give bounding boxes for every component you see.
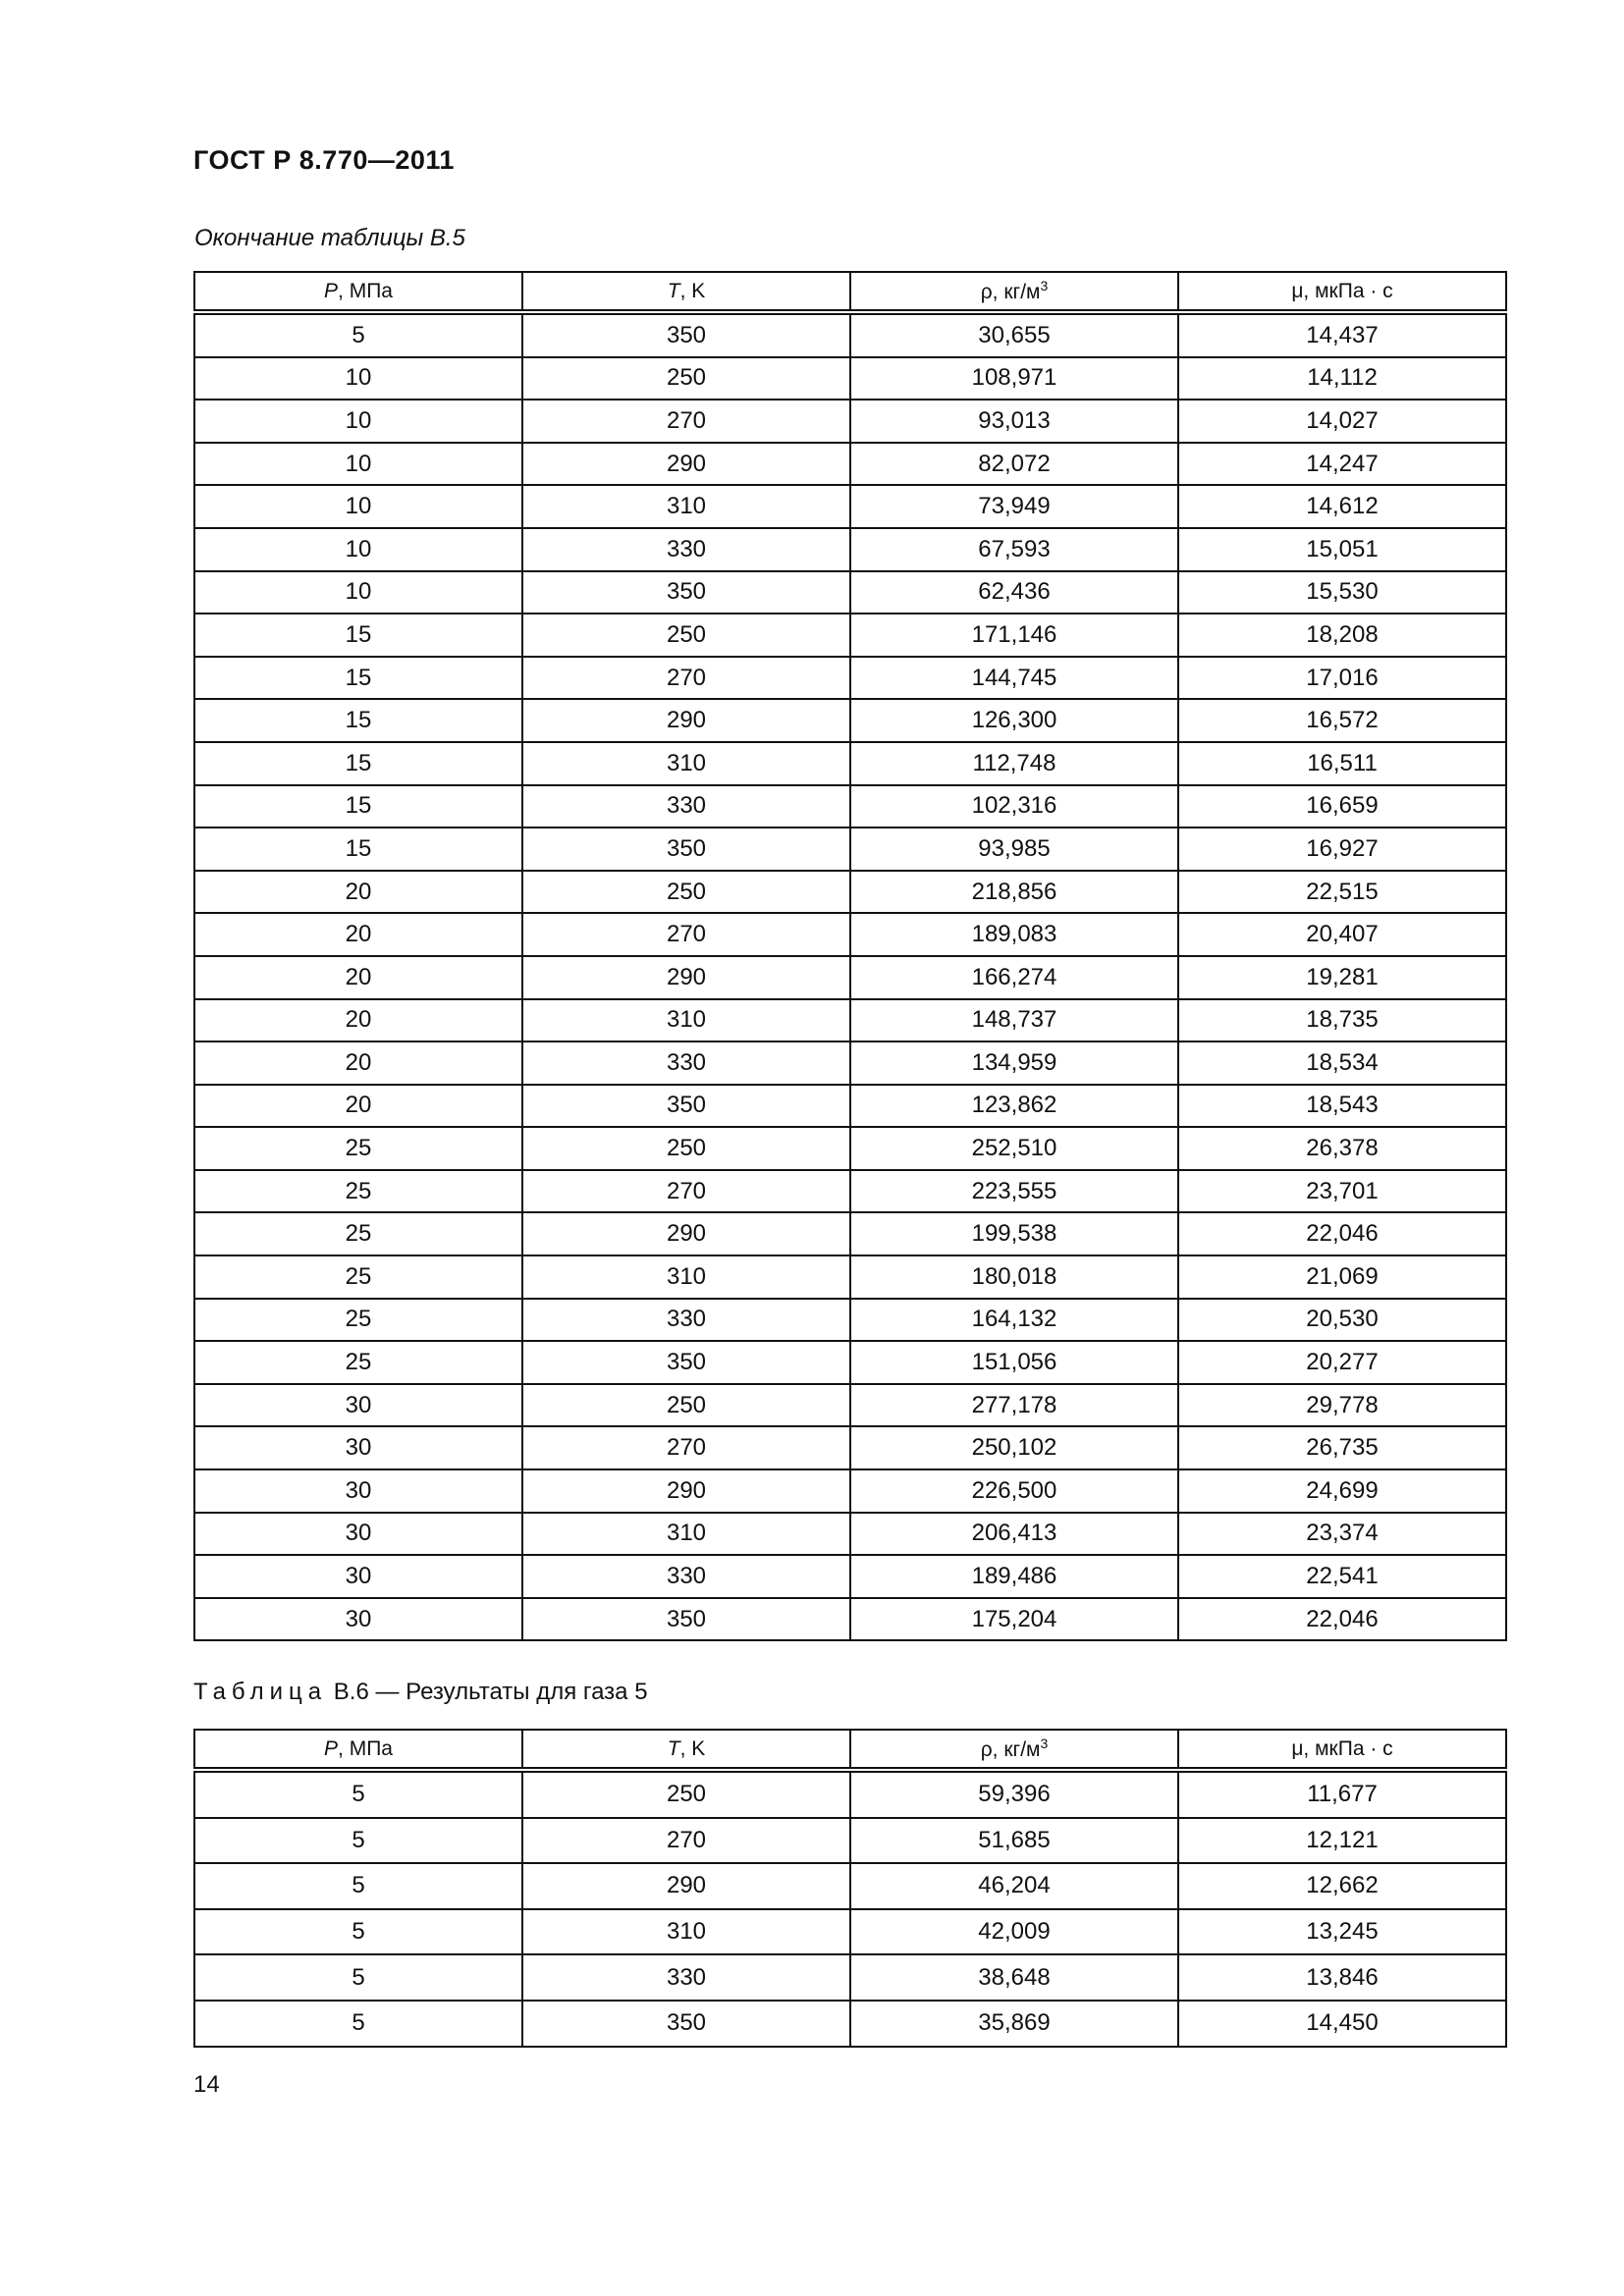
cell-viscosity: 14,450	[1178, 2001, 1506, 2047]
cell-pressure: 30	[194, 1426, 522, 1469]
cell-viscosity: 13,245	[1178, 1909, 1506, 1955]
cell-pressure: 15	[194, 614, 522, 657]
cell-density: 189,486	[850, 1555, 1178, 1598]
cell-temperature: 330	[522, 1299, 850, 1342]
cell-temperature: 350	[522, 1341, 850, 1384]
cell-temperature: 290	[522, 1212, 850, 1255]
cell-pressure: 10	[194, 400, 522, 443]
cell-temperature: 310	[522, 1513, 850, 1556]
table-row	[194, 1426, 1506, 1469]
table-row	[194, 1341, 1506, 1384]
cell-viscosity: 16,511	[1178, 742, 1506, 785]
cell-pressure: 25	[194, 1299, 522, 1342]
cell-viscosity: 29,778	[1178, 1384, 1506, 1427]
table-b5	[193, 271, 1507, 1641]
cell-pressure: 10	[194, 571, 522, 614]
table-row	[194, 657, 1506, 700]
table-row	[194, 1127, 1506, 1170]
cell-density: 199,538	[850, 1212, 1178, 1255]
table-row	[194, 1085, 1506, 1128]
cell-pressure: 5	[194, 2001, 522, 2047]
cell-viscosity: 16,572	[1178, 699, 1506, 742]
cell-temperature: 330	[522, 1041, 850, 1085]
cell-pressure: 10	[194, 443, 522, 486]
cell-pressure: 30	[194, 1555, 522, 1598]
table-row	[194, 742, 1506, 785]
cell-viscosity: 21,069	[1178, 1255, 1506, 1299]
cell-temperature: 310	[522, 485, 850, 528]
cell-pressure: 5	[194, 1954, 522, 2001]
header-pressure: P, МПа	[194, 1730, 522, 1770]
cell-density: 171,146	[850, 614, 1178, 657]
document-header: ГОСТ Р 8.770—2011	[193, 145, 455, 175]
cell-temperature: 330	[522, 1954, 850, 2001]
table-row	[194, 312, 1506, 357]
cell-viscosity: 22,515	[1178, 871, 1506, 914]
table-row	[194, 1818, 1506, 1864]
cell-pressure: 20	[194, 913, 522, 956]
table-row	[194, 1513, 1506, 1556]
header-viscosity: μ, мкПа · с	[1178, 272, 1506, 312]
cell-density: 93,985	[850, 828, 1178, 871]
cell-density: 126,300	[850, 699, 1178, 742]
cell-temperature: 270	[522, 1426, 850, 1469]
cell-viscosity: 13,846	[1178, 1954, 1506, 2001]
table-row	[194, 1909, 1506, 1955]
cell-viscosity: 12,662	[1178, 1863, 1506, 1909]
cell-viscosity: 24,699	[1178, 1469, 1506, 1513]
cell-temperature: 250	[522, 1127, 850, 1170]
cell-pressure: 20	[194, 1041, 522, 1085]
cell-density: 30,655	[850, 312, 1178, 357]
table-row	[194, 571, 1506, 614]
cell-temperature: 270	[522, 913, 850, 956]
cell-temperature: 330	[522, 785, 850, 828]
cell-pressure: 20	[194, 871, 522, 914]
cell-density: 93,013	[850, 400, 1178, 443]
cell-viscosity: 20,407	[1178, 913, 1506, 956]
cell-pressure: 15	[194, 742, 522, 785]
table-row	[194, 357, 1506, 400]
cell-density: 223,555	[850, 1170, 1178, 1213]
cell-temperature: 350	[522, 2001, 850, 2047]
cell-density: 226,500	[850, 1469, 1178, 1513]
cell-viscosity: 20,277	[1178, 1341, 1506, 1384]
cell-pressure: 30	[194, 1513, 522, 1556]
cell-temperature: 350	[522, 571, 850, 614]
cell-temperature: 290	[522, 1469, 850, 1513]
cell-temperature: 330	[522, 528, 850, 571]
cell-temperature: 330	[522, 1555, 850, 1598]
cell-viscosity: 11,677	[1178, 1770, 1506, 1818]
cell-pressure: 15	[194, 657, 522, 700]
cell-pressure: 5	[194, 1863, 522, 1909]
cell-density: 102,316	[850, 785, 1178, 828]
cell-viscosity: 18,208	[1178, 614, 1506, 657]
cell-temperature: 350	[522, 1085, 850, 1128]
cell-temperature: 310	[522, 742, 850, 785]
table-row	[194, 785, 1506, 828]
cell-density: 148,737	[850, 999, 1178, 1042]
cell-density: 35,869	[850, 2001, 1178, 2047]
table-b5-caption: Окончание таблицы В.5	[194, 225, 465, 251]
cell-viscosity: 16,659	[1178, 785, 1506, 828]
table-row	[194, 2001, 1506, 2047]
cell-viscosity: 19,281	[1178, 956, 1506, 999]
cell-temperature: 290	[522, 443, 850, 486]
table-row	[194, 1299, 1506, 1342]
cell-pressure: 5	[194, 312, 522, 357]
header-density: ρ, $кг/м^3$	[850, 1730, 1178, 1770]
table-row	[194, 528, 1506, 571]
table-row	[194, 1212, 1506, 1255]
table-row	[194, 1863, 1506, 1909]
cell-viscosity: 17,016	[1178, 657, 1506, 700]
cell-viscosity: 23,374	[1178, 1513, 1506, 1556]
table-row	[194, 1770, 1506, 1818]
cell-viscosity: 15,051	[1178, 528, 1506, 571]
cell-pressure: 20	[194, 1085, 522, 1128]
cell-density: 62,436	[850, 571, 1178, 614]
cell-viscosity: 22,541	[1178, 1555, 1506, 1598]
cell-viscosity: 18,543	[1178, 1085, 1506, 1128]
cell-temperature: 290	[522, 956, 850, 999]
table-row	[194, 913, 1506, 956]
cell-pressure: 10	[194, 528, 522, 571]
cell-pressure: 5	[194, 1770, 522, 1818]
cell-pressure: 5	[194, 1818, 522, 1864]
cell-temperature: 250	[522, 1384, 850, 1427]
cell-density: 166,274	[850, 956, 1178, 999]
table-row	[194, 1384, 1506, 1427]
table-row	[194, 485, 1506, 528]
table-row	[194, 1170, 1506, 1213]
table-row	[194, 1954, 1506, 2001]
cell-temperature: 270	[522, 1818, 850, 1864]
table-row	[194, 1469, 1506, 1513]
cell-density: 123,862	[850, 1085, 1178, 1128]
cell-pressure: 25	[194, 1341, 522, 1384]
cell-density: 51,685	[850, 1818, 1178, 1864]
header-temperature: T, K	[522, 272, 850, 312]
cell-temperature: 310	[522, 1909, 850, 1955]
cell-viscosity: 14,027	[1178, 400, 1506, 443]
cell-pressure: 15	[194, 699, 522, 742]
cell-density: 38,648	[850, 1954, 1178, 2001]
table-b6	[193, 1729, 1507, 2048]
cell-viscosity: 18,534	[1178, 1041, 1506, 1085]
table-row	[194, 871, 1506, 914]
cell-pressure: 25	[194, 1170, 522, 1213]
cell-viscosity: 26,378	[1178, 1127, 1506, 1170]
cell-viscosity: 16,927	[1178, 828, 1506, 871]
table-row	[194, 614, 1506, 657]
cell-temperature: 250	[522, 1770, 850, 1818]
cell-viscosity: 22,046	[1178, 1212, 1506, 1255]
cell-density: 252,510	[850, 1127, 1178, 1170]
cell-viscosity: 23,701	[1178, 1170, 1506, 1213]
cell-density: 218,856	[850, 871, 1178, 914]
header-temperature: T, K	[522, 1730, 850, 1770]
cell-pressure: 25	[194, 1127, 522, 1170]
header-density: ρ, $кг/м^3$	[850, 272, 1178, 312]
table-header-row	[194, 1730, 1506, 1770]
cell-temperature: 250	[522, 614, 850, 657]
cell-pressure: 30	[194, 1384, 522, 1427]
cell-viscosity: 15,530	[1178, 571, 1506, 614]
cell-pressure: 20	[194, 956, 522, 999]
cell-viscosity: 26,735	[1178, 1426, 1506, 1469]
cell-pressure: 5	[194, 1909, 522, 1955]
cell-pressure: 15	[194, 828, 522, 871]
table-header-row	[194, 272, 1506, 312]
table-row	[194, 1041, 1506, 1085]
cell-density: 134,959	[850, 1041, 1178, 1085]
cell-temperature: 290	[522, 1863, 850, 1909]
cell-temperature: 350	[522, 312, 850, 357]
table-row	[194, 1555, 1506, 1598]
cell-density: 180,018	[850, 1255, 1178, 1299]
cell-temperature: 310	[522, 1255, 850, 1299]
cell-pressure: 25	[194, 1255, 522, 1299]
table-row	[194, 828, 1506, 871]
cell-temperature: 290	[522, 699, 850, 742]
cell-density: 151,056	[850, 1341, 1178, 1384]
table-row	[194, 699, 1506, 742]
cell-viscosity: 12,121	[1178, 1818, 1506, 1864]
cell-density: 59,396	[850, 1770, 1178, 1818]
cell-viscosity: 22,046	[1178, 1598, 1506, 1641]
cell-density: 112,748	[850, 742, 1178, 785]
cell-temperature: 250	[522, 357, 850, 400]
cell-density: 42,009	[850, 1909, 1178, 1955]
cell-pressure: 15	[194, 785, 522, 828]
cell-density: 250,102	[850, 1426, 1178, 1469]
cell-temperature: 270	[522, 657, 850, 700]
cell-temperature: 350	[522, 1598, 850, 1641]
table-row	[194, 443, 1506, 486]
cell-temperature: 310	[522, 999, 850, 1042]
cell-density: 144,745	[850, 657, 1178, 700]
cell-temperature: 270	[522, 1170, 850, 1213]
cell-temperature: 270	[522, 400, 850, 443]
cell-temperature: 350	[522, 828, 850, 871]
cell-viscosity: 14,612	[1178, 485, 1506, 528]
header-pressure: P, МПа	[194, 272, 522, 312]
table-b6-caption: Таблица В.6 — Результаты для газа 5	[193, 1679, 648, 1705]
cell-density: 46,204	[850, 1863, 1178, 1909]
cell-viscosity: 20,530	[1178, 1299, 1506, 1342]
cell-density: 189,083	[850, 913, 1178, 956]
table-b6-body	[194, 1770, 1506, 2047]
header-viscosity: μ, мкПа · с	[1178, 1730, 1506, 1770]
cell-viscosity: 18,735	[1178, 999, 1506, 1042]
page-number: 14	[193, 2071, 220, 2098]
table-row	[194, 1255, 1506, 1299]
cell-density: 67,593	[850, 528, 1178, 571]
cell-pressure: 30	[194, 1469, 522, 1513]
cell-temperature: 250	[522, 871, 850, 914]
cell-viscosity: 14,112	[1178, 357, 1506, 400]
cell-pressure: 30	[194, 1598, 522, 1641]
table-row	[194, 999, 1506, 1042]
table-row	[194, 400, 1506, 443]
cell-viscosity: 14,437	[1178, 312, 1506, 357]
cell-pressure: 25	[194, 1212, 522, 1255]
cell-density: 206,413	[850, 1513, 1178, 1556]
cell-density: 82,072	[850, 443, 1178, 486]
cell-density: 73,949	[850, 485, 1178, 528]
cell-viscosity: 14,247	[1178, 443, 1506, 486]
cell-pressure: 20	[194, 999, 522, 1042]
cell-density: 108,971	[850, 357, 1178, 400]
cell-density: 277,178	[850, 1384, 1178, 1427]
cell-pressure: 10	[194, 485, 522, 528]
cell-density: 164,132	[850, 1299, 1178, 1342]
table-row	[194, 956, 1506, 999]
table-b5-body	[194, 312, 1506, 1640]
cell-density: 175,204	[850, 1598, 1178, 1641]
cell-pressure: 10	[194, 357, 522, 400]
table-row	[194, 1598, 1506, 1641]
